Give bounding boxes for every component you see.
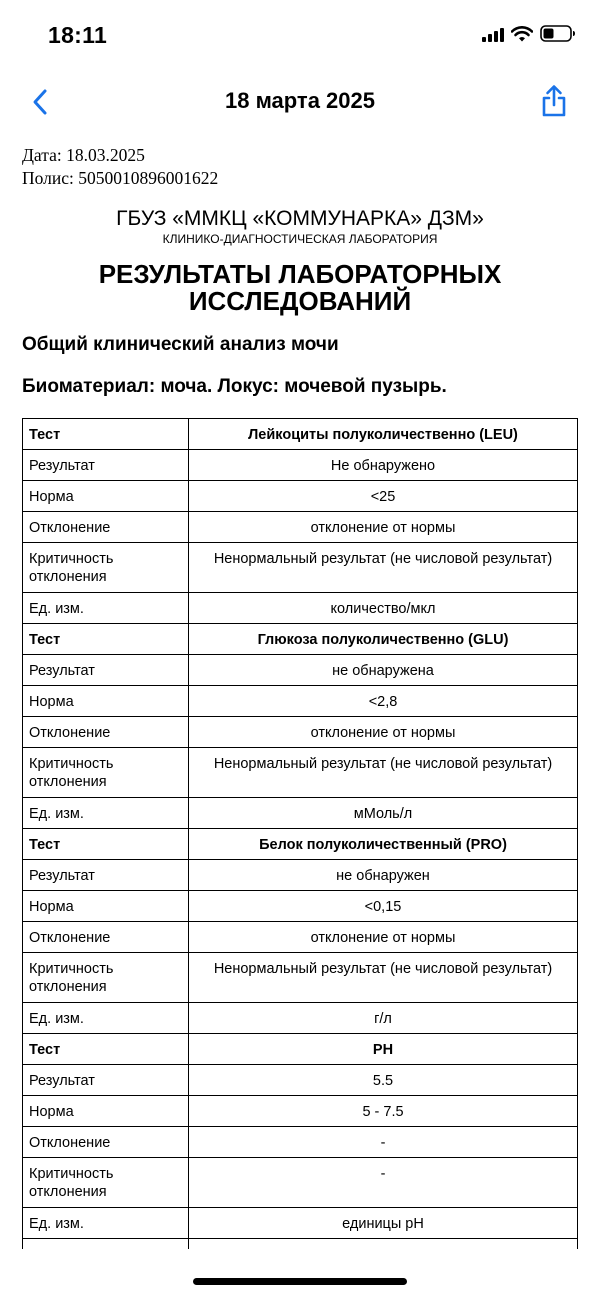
table-row — [23, 655, 578, 686]
table-row — [23, 1003, 578, 1034]
date-line: Дата: 18.03.2025 — [22, 145, 145, 165]
status-bar — [0, 0, 600, 70]
table-row — [23, 450, 578, 481]
table-row — [23, 593, 578, 624]
row-value: не обнаружен — [189, 860, 578, 891]
laboratory-name: КЛИНИКО-ДИАГНОСТИЧЕСКАЯ ЛАБОРАТОРИЯ — [162, 232, 438, 246]
row-value: единицы pH — [189, 1208, 578, 1239]
wifi-icon — [511, 26, 533, 42]
row-label: Критичность отклонения — [23, 748, 189, 798]
document-title: РЕЗУЛЬТАТЫ ЛАБОРАТОРНЫХ ИССЛЕДОВАНИЙ — [98, 259, 502, 316]
test-header-row — [23, 419, 578, 450]
table-row — [23, 860, 578, 891]
share-icon — [540, 84, 568, 118]
test-label-cell: Тест — [23, 419, 189, 450]
home-indicator[interactable] — [193, 1278, 407, 1285]
status-time: 18:11 — [48, 22, 108, 48]
row-value: количество/мкл — [189, 593, 578, 624]
row-value: <0,15 — [189, 891, 578, 922]
biomaterial-line: Биоматериал: моча. Локус: мочевой пузырь. — [22, 376, 447, 397]
test-label-cell: Тест — [23, 624, 189, 655]
row-value: отклонение от нормы — [189, 922, 578, 953]
row-label: Результат — [23, 450, 189, 481]
results-table-container — [22, 418, 578, 1249]
share-button[interactable] — [538, 82, 570, 120]
row-label: Ед. изм. — [23, 798, 189, 829]
row-label: Отклонение — [23, 1127, 189, 1158]
cellular-signal-icon — [482, 26, 504, 42]
test-label-cell: Тест — [23, 829, 189, 860]
row-value: Ненормальный результат (не числовой результат) — [189, 748, 578, 798]
row-label: Отклонение — [23, 922, 189, 953]
table-row — [23, 1096, 578, 1127]
row-value: Ненормальный результат (не числовой результат) — [189, 953, 578, 1003]
table-row — [23, 1065, 578, 1096]
row-value: 5 - 7.5 — [189, 1096, 578, 1127]
results-table — [22, 418, 578, 1249]
test-header-row — [23, 829, 578, 860]
row-label: Отклонение — [23, 512, 189, 543]
row-value: 5.5 — [189, 1065, 578, 1096]
status-icons — [482, 25, 576, 42]
organization-name: ГБУЗ «ММКЦ «КОММУНАРКА» ДЗМ» — [116, 207, 484, 230]
row-label: Результат — [23, 1065, 189, 1096]
row-label: Норма — [23, 686, 189, 717]
row-label: Критичность отклонения — [23, 543, 189, 593]
table-row — [23, 891, 578, 922]
analysis-name: Общий клинический анализ мочи — [22, 334, 339, 355]
test-name-cell: PH — [189, 1034, 578, 1065]
test-name-cell: Белок полуколичественный (PRO) — [189, 829, 578, 860]
table-row — [23, 953, 578, 1003]
row-label: Норма — [23, 891, 189, 922]
row-value: Не обнаружено — [189, 450, 578, 481]
table-row — [23, 1208, 578, 1239]
row-value: - — [189, 1158, 578, 1208]
table-row — [23, 922, 578, 953]
row-value: <25 — [189, 481, 578, 512]
test-label-cell: Тест — [23, 1034, 189, 1065]
navigation-bar — [0, 78, 600, 126]
table-row-partial — [23, 1239, 578, 1250]
row-label: Норма — [23, 1096, 189, 1127]
row-value: - — [189, 1127, 578, 1158]
row-value: <2,8 — [189, 686, 578, 717]
battery-icon — [540, 25, 576, 42]
page-title: 18 марта 2025 — [224, 88, 375, 113]
row-label: Ед. изм. — [23, 593, 189, 624]
table-row — [23, 1127, 578, 1158]
test-name-cell: Лейкоциты полуколичественно (LEU) — [189, 419, 578, 450]
table-row — [23, 543, 578, 593]
test-name-cell: Глюкоза полуколичественно (GLU) — [189, 624, 578, 655]
test-header-row — [23, 1034, 578, 1065]
row-value: мМоль/л — [189, 798, 578, 829]
row-value: отклонение от нормы — [189, 512, 578, 543]
table-row — [23, 686, 578, 717]
row-value: Ненормальный результат (не числовой результат) — [189, 543, 578, 593]
row-label: Критичность отклонения — [23, 1158, 189, 1208]
policy-line: Полис: 5050010896001622 — [22, 168, 219, 188]
row-label: Норма — [23, 481, 189, 512]
row-value: не обнаружена — [189, 655, 578, 686]
document-header — [22, 144, 578, 399]
table-row — [23, 717, 578, 748]
table-row — [23, 1158, 578, 1208]
row-label: Отклонение — [23, 717, 189, 748]
row-label: Критичность отклонения — [23, 953, 189, 1003]
row-value: г/л — [189, 1003, 578, 1034]
table-row — [23, 748, 578, 798]
table-row — [23, 481, 578, 512]
table-row — [23, 512, 578, 543]
row-label: Результат — [23, 655, 189, 686]
test-header-row — [23, 624, 578, 655]
row-value: отклонение от нормы — [189, 717, 578, 748]
row-label: Ед. изм. — [23, 1003, 189, 1034]
row-label: Ед. изм. — [23, 1208, 189, 1239]
table-row — [23, 798, 578, 829]
row-label: Результат — [23, 860, 189, 891]
